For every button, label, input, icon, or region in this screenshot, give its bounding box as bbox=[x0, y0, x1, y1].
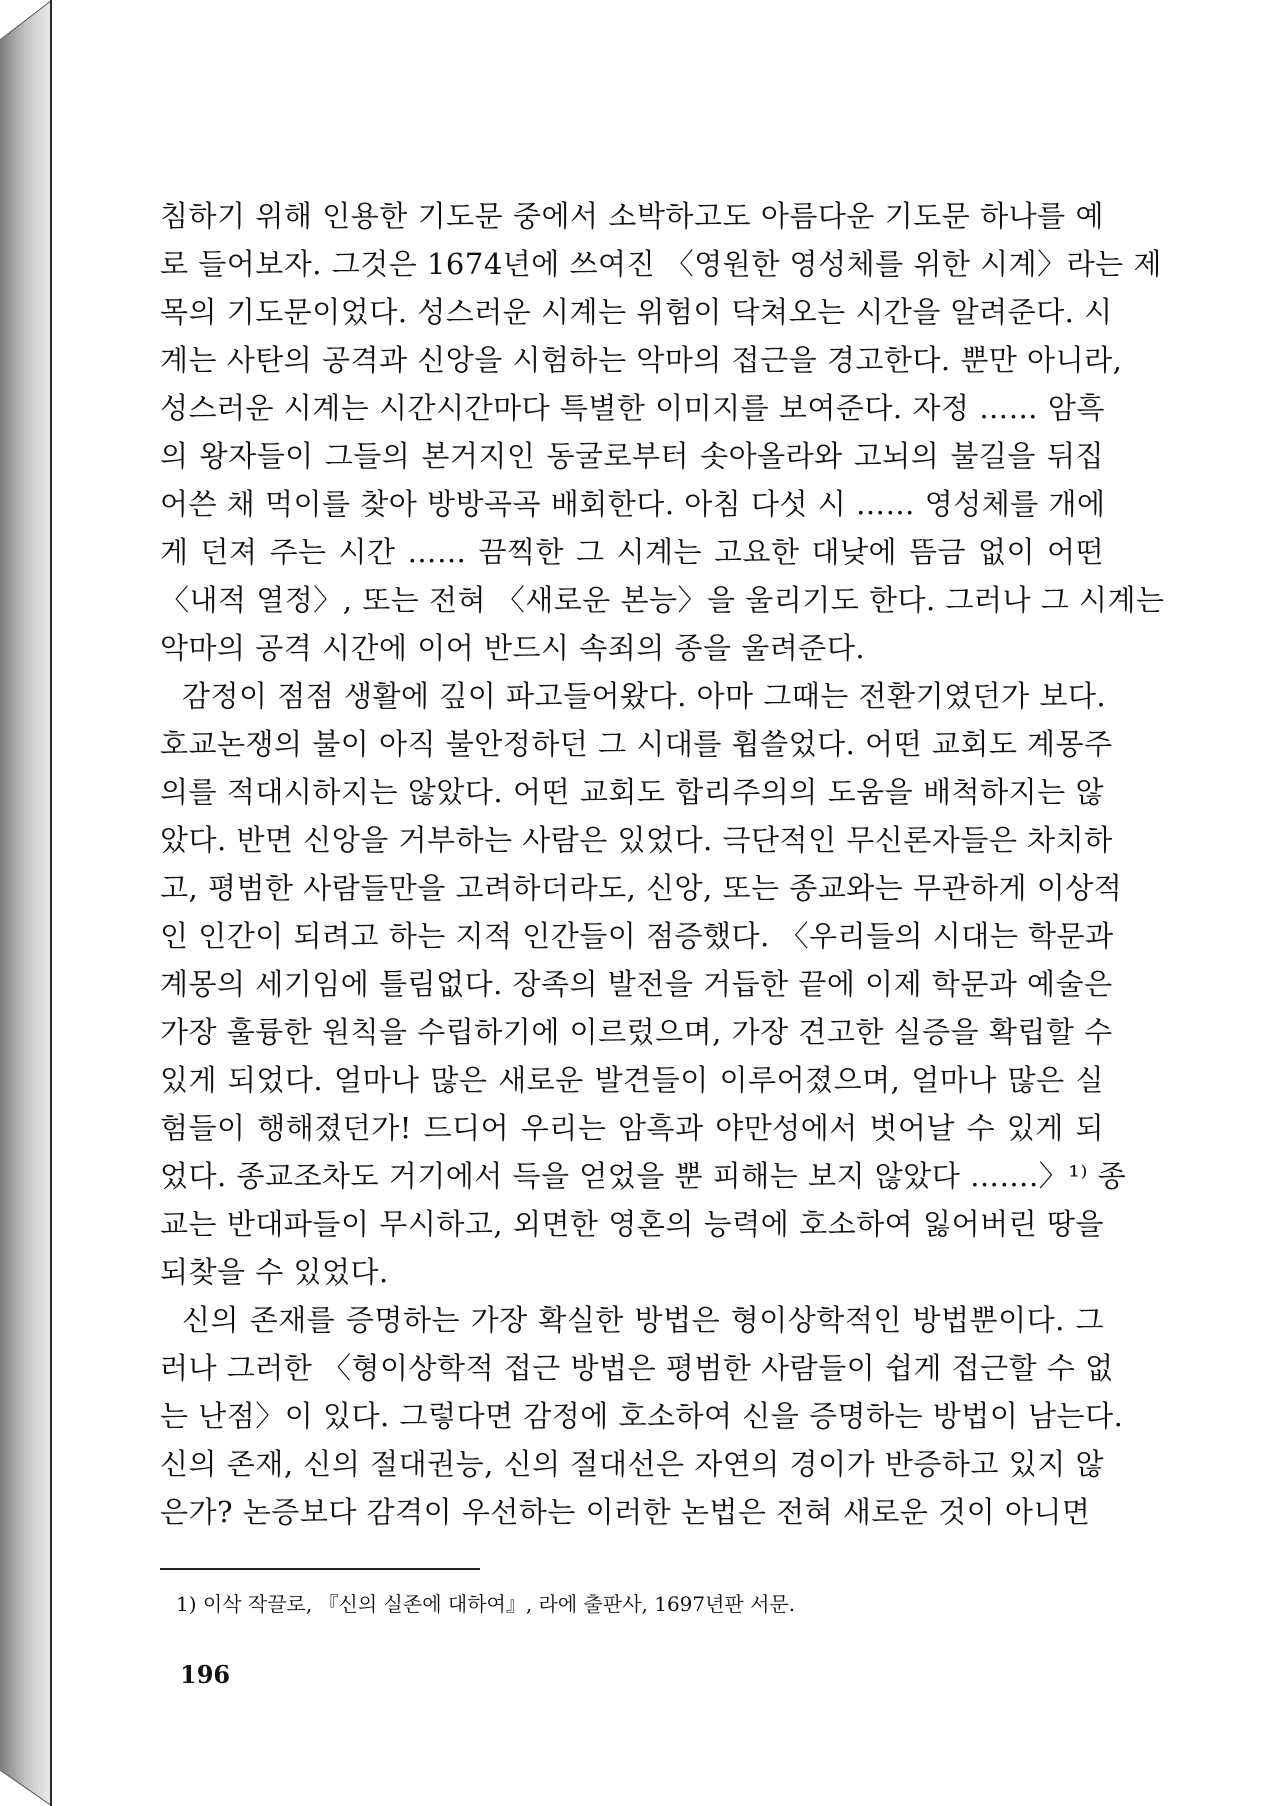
text-line: 의를 적대시하지는 않았다. 어떤 교회도 합리주의의 도움을 배척하지는 않 bbox=[160, 775, 1104, 809]
text-line: 〈내적 열정〉, 또는 전혀 〈새로운 본능〉을 울리기도 한다. 그러나 그 시계는 bbox=[160, 583, 1165, 617]
text-line: 았다. 반면 신앙을 거부하는 사람은 있었다. 극단적인 무신론자들은 차치하 bbox=[160, 823, 1113, 857]
text-line: 었다. 종교조차도 거기에서 득을 얻었을 뿐 피해는 보지 않았다 …….〉¹⁾ 종 bbox=[160, 1159, 1127, 1193]
paragraph bbox=[160, 1296, 1124, 1536]
text-line: 로 들어보자. 그것은 1674년에 쓰여진 〈영원한 영성체를 위한 시계〉라는 제 bbox=[160, 247, 1162, 281]
text-line: 은가? 논증보다 감격이 우선하는 이러한 논법은 전혀 새로운 것이 아니면 bbox=[160, 1495, 1091, 1529]
text-line: 신의 존재, 신의 절대권능, 신의 절대선은 자연의 경이가 반증하고 있지 않 bbox=[160, 1447, 1104, 1481]
text-line: 계는 사탄의 공격과 신앙을 시험하는 악마의 접근을 경고한다. 뿐만 아니라, bbox=[160, 343, 1123, 377]
text-line: 교는 반대파들이 무시하고, 외면한 영혼의 능력에 호소하여 잃어버린 땅을 bbox=[160, 1207, 1104, 1241]
footnote-divider bbox=[160, 1568, 480, 1570]
text-line: 가장 훌륭한 원칙을 수립하기에 이르렀으며, 가장 견고한 실증을 확립할 수 bbox=[160, 1015, 1113, 1049]
text-line: 고, 평범한 사람들만을 고려하더라도, 신앙, 또는 종교와는 무관하게 이상적 bbox=[160, 871, 1123, 905]
text-line: 인 인간이 되려고 하는 지적 인간들이 점증했다. 〈우리들의 시대는 학문과 bbox=[160, 919, 1114, 953]
text-line: 러나 그러한 〈형이상학적 접근 방법은 평범한 사람들이 쉽게 접근할 수 없 bbox=[160, 1351, 1114, 1385]
text-line: 호교논쟁의 불이 아직 불안정하던 그 시대를 휩쓸었다. 어떤 교회도 계몽주 bbox=[160, 727, 1113, 761]
text-line: 계몽의 세기임에 틀림없다. 장족의 발전을 거듭한 끝에 이제 학문과 예술은 bbox=[160, 967, 1113, 1001]
text-line: 신의 존재를 증명하는 가장 확실한 방법은 형이상학적인 방법뿐이다. 그 bbox=[182, 1303, 1104, 1337]
text-line: 험들이 행해졌던가! 드디어 우리는 암흑과 야만성에서 벗어날 수 있게 되 bbox=[160, 1111, 1104, 1145]
text-line: 되찾을 수 있었다. bbox=[160, 1255, 389, 1289]
text-line: 어쓴 채 먹이를 찾아 방방곡곡 배회한다. 아침 다섯 시 …… 영성체를 개에 bbox=[160, 487, 1106, 521]
page-number: 196 bbox=[180, 1660, 231, 1689]
footnote: 1) 이삭 작끌로, 『신의 실존에 대하여』, 라에 출판사, 1697년판 서문. bbox=[176, 1592, 796, 1616]
text-line: 목의 기도문이었다. 성스러운 시계는 위험이 닥쳐오는 시간을 알려준다. 시 bbox=[160, 295, 1113, 329]
text-line: 있게 되었다. 얼마나 많은 새로운 발견들이 이루어졌으며, 얼마나 많은 실 bbox=[160, 1063, 1104, 1097]
paragraph bbox=[160, 192, 1165, 672]
text-line: 성스러운 시계는 시간시간마다 특별한 이미지를 보여준다. 자정 …… 암흑 bbox=[160, 391, 1105, 425]
text-line: 침하기 위해 인용한 기도문 중에서 소박하고도 아름다운 기도문 하나를 예 bbox=[160, 199, 1104, 233]
body-text bbox=[160, 192, 1165, 1536]
text-line: 는 난점〉이 있다. 그렇다면 감정에 호소하여 신을 증명하는 방법이 남는다. bbox=[160, 1399, 1124, 1433]
text-line: 게 던져 주는 시간 …… 끔찍한 그 시계는 고요한 대낮에 뜸금 없이 어떤 bbox=[160, 535, 1104, 569]
paragraph bbox=[160, 672, 1127, 1296]
text-line: 악마의 공격 시간에 이어 반드시 속죄의 종을 울려준다. bbox=[160, 631, 866, 665]
text-line: 감정이 점점 생활에 깊이 파고들어왔다. 아마 그때는 전환기였던가 보다. bbox=[182, 679, 1107, 713]
text-line: 의 왕자들이 그들의 본거지인 동굴로부터 솟아올라와 고뇌의 불길을 뒤집 bbox=[160, 439, 1104, 473]
